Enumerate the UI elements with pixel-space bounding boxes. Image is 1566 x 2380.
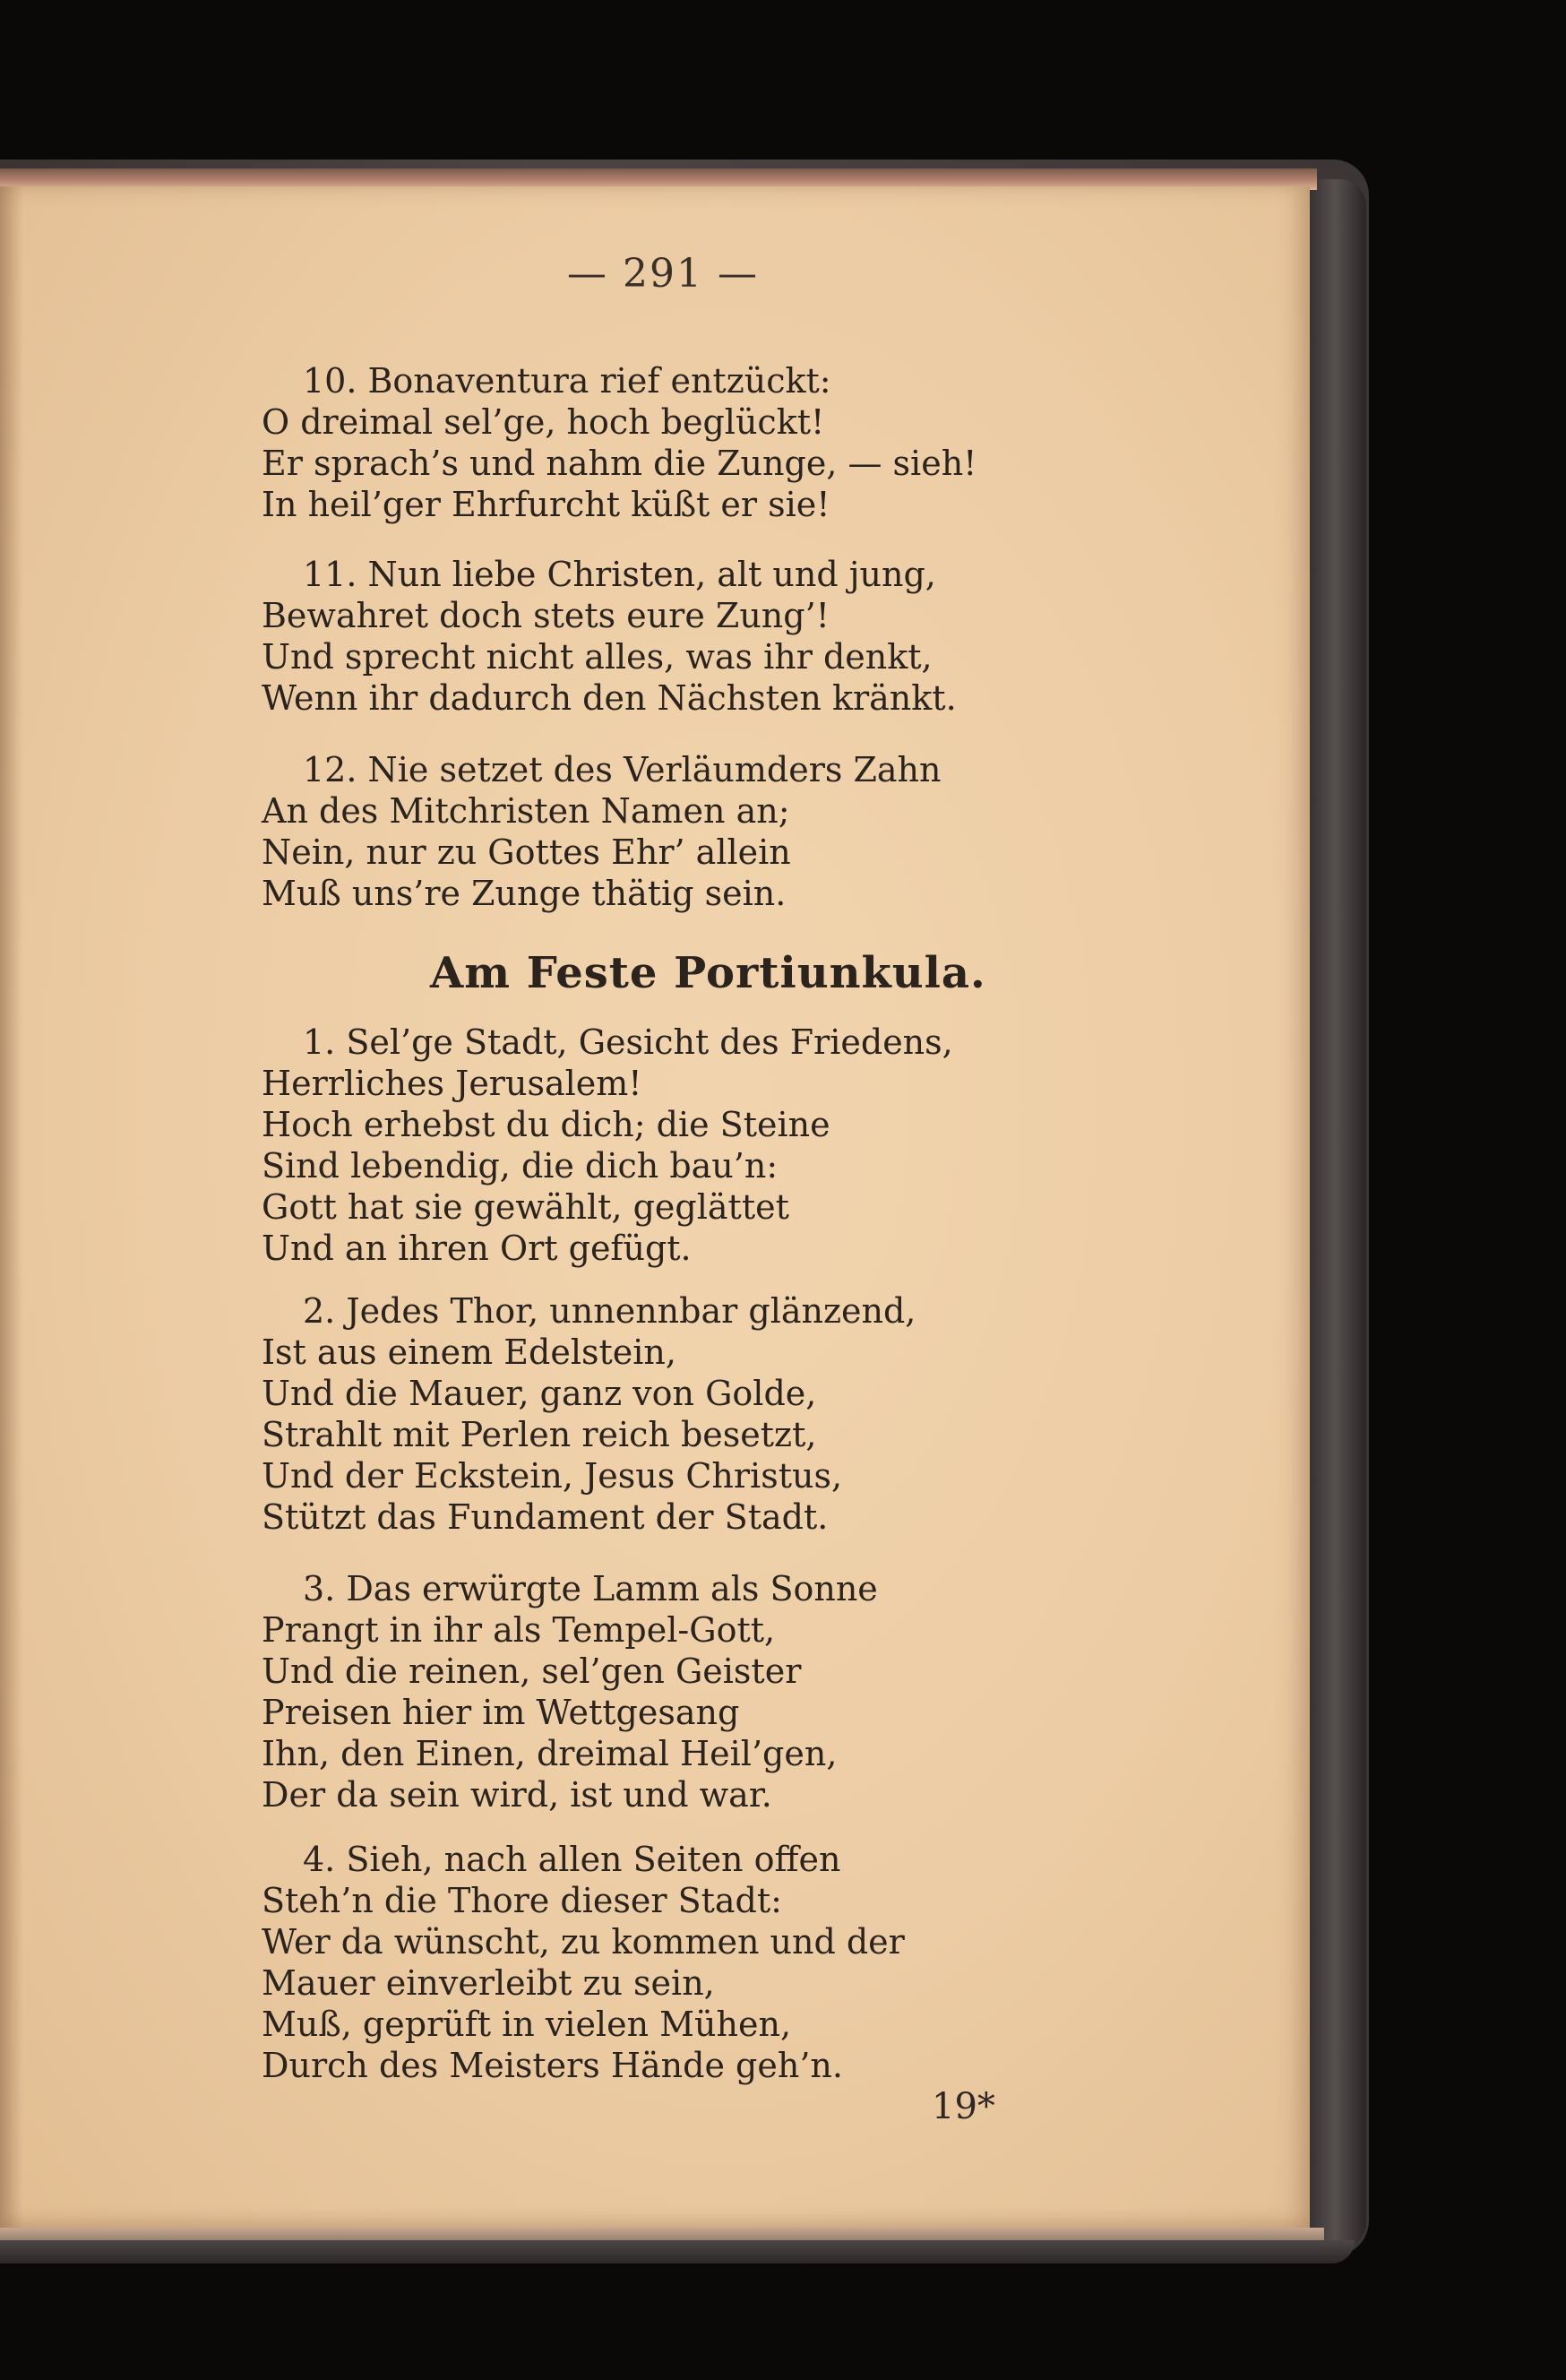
poem-line: Wenn ihr dadurch den Nächsten kränkt. (262, 678, 957, 718)
poem-line: Und die reinen, sel’gen Geister (262, 1651, 802, 1691)
poem-line: Wer da wünscht, zu kommen und der (262, 1922, 905, 1962)
poem-line: 10. Bonaventura rief entzückt: (303, 361, 831, 401)
poem-line: Muß, geprüft in vielen Mühen, (262, 2005, 792, 2044)
poem-line: An des Mitchristen Namen an; (262, 791, 790, 831)
poem-line: Der da sein wird, ist und war. (262, 1775, 772, 1815)
poem-line: Und der Eckstein, Jesus Christus, (262, 1456, 843, 1496)
poem-line: Prangt in ihr als Tempel-Gott, (262, 1610, 776, 1650)
poem-line: Nein, nur zu Gottes Ehr’ allein (262, 832, 791, 872)
poem-line: 12. Nie setzet des Verläumders Zahn (303, 750, 942, 789)
book-cover-bottom-edge (0, 2240, 1355, 2264)
poem-line: Stützt das Fundament der Stadt. (262, 1497, 829, 1537)
poem-line: Gott hat sie gewählt, geglättet (262, 1187, 789, 1227)
poem-line: In heil’ger Ehrfurcht küßt er sie! (262, 485, 830, 524)
poem-line: 3. Das erwürgte Lamm als Sonne (303, 1569, 878, 1608)
poem-line: Er sprach’s und nahm die Zunge, — sieh! (262, 444, 977, 483)
poem-line: Herrliches Jerusalem! (262, 1064, 642, 1103)
poem-line: 11. Nun liebe Christen, alt und jung, (303, 555, 936, 594)
poem-line: Und die Mauer, ganz von Golde, (262, 1374, 817, 1413)
poem-line: Strahlt mit Perlen reich besetzt, (262, 1415, 817, 1454)
poem-line: Ist aus einem Edelstein, (262, 1332, 676, 1372)
poem-line: Ihn, den Einen, dreimal Heil’gen, (262, 1734, 838, 1773)
printer-signature-mark: 19* (932, 2086, 995, 2127)
poem-line: Muß uns’re Zunge thätig sein. (262, 874, 787, 913)
poem-line: Sind lebendig, die dich bau’n: (262, 1146, 779, 1186)
poem-line: Durch des Meisters Hände geh’n. (262, 2046, 843, 2085)
poem-line: 1. Sel’ge Stadt, Gesicht des Friedens, (303, 1022, 953, 1062)
section-heading: Am Feste Portiunkula. (430, 948, 986, 998)
page-number: — 291 — (567, 251, 759, 297)
poem-line: Mauer einverleibt zu sein, (262, 1963, 715, 2003)
poem-line: Hoch erhebst du dich; die Steine (262, 1105, 830, 1144)
poem-line: Und an ihren Ort gefügt. (262, 1229, 692, 1268)
book-cover-spine-edge (1304, 179, 1366, 2249)
poem-line: O dreimal sel’ge, hoch beglückt! (262, 402, 825, 442)
poem-line: Preisen hier im Wettgesang (262, 1693, 740, 1732)
poem-line: Und sprecht nicht alles, was ihr denkt, (262, 637, 933, 677)
poem-line: 2. Jedes Thor, unnennbar glänzend, (303, 1291, 916, 1331)
poem-line: 4. Sieh, nach allen Seiten offen (303, 1840, 841, 1879)
poem-line: Steh’n die Thore dieser Stadt: (262, 1881, 782, 1920)
page-gutter-shadow (0, 186, 23, 2231)
poem-line: Bewahret doch stets eure Zung’! (262, 596, 830, 635)
